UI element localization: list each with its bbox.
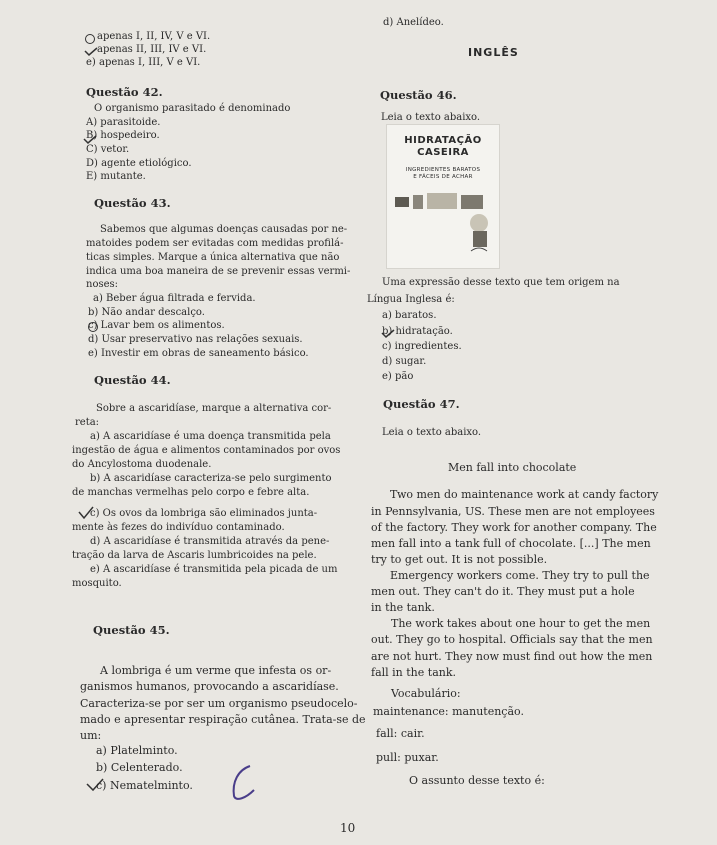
- q43-title: Questão 43.: [94, 196, 171, 210]
- q44-option-line: do Ancylostoma duodenale.: [72, 459, 212, 470]
- q42-option-e: E) mutante.: [86, 171, 146, 182]
- q45-title: Questão 45.: [93, 623, 170, 637]
- q46-title: Questão 46.: [380, 88, 457, 102]
- q43-option-a: a) Beber água filtrada e fervida.: [93, 293, 256, 304]
- q45-stem-line: A lombriga é um verme que infesta os or-: [100, 664, 332, 677]
- q44-option-line: mosquito.: [72, 578, 122, 589]
- q43-option-c: c) Lavar bem os alimentos.: [88, 320, 225, 331]
- q45-option-c: c) Nematelminto.: [96, 779, 193, 792]
- vocab-item: fall: cair.: [376, 727, 425, 740]
- q45-stem-line: ganismos humanos, provocando a ascaridíase.: [80, 680, 339, 693]
- image-sub-1: INGREDIENTES BARATOS: [405, 167, 481, 173]
- bottle-icon: [473, 231, 487, 247]
- q47-body-line: fall in the tank.: [371, 666, 456, 679]
- q47-body-line: in Pennsylvania, US. These men are not employees: [371, 505, 655, 518]
- prev-option-e: e) apenas I, III, V e VI.: [86, 57, 201, 68]
- q47-body-line: men fall into a tank full of chocolate. [...] The men: [371, 537, 651, 550]
- q45-option-b: b) Celenterado.: [96, 761, 183, 774]
- box-icon: [427, 193, 457, 209]
- image-title-1: HIDRATAÇÃO: [404, 135, 482, 146]
- q44-option-line: de manchas vermelhas pelo corpo e febre alta.: [72, 487, 310, 498]
- prev-option-d-right: d) Anelídeo.: [383, 17, 444, 28]
- hidratacao-caseira-image: [386, 124, 500, 269]
- q46-stem-line: Uma expressão desse texto que tem origem na: [382, 277, 620, 288]
- image-title-2: CASEIRA: [417, 147, 469, 158]
- vocab-item: maintenance: manutenção.: [373, 705, 524, 718]
- q42-stem: O organismo parasitado é denominado: [94, 103, 291, 114]
- ingredients-illustration: [387, 185, 499, 265]
- q44-option-line: mente às fezes do indivíduo contaminado.: [72, 522, 285, 533]
- jar-icon: [413, 195, 423, 209]
- q47-headline: Men fall into chocolate: [448, 461, 577, 474]
- q46-stem-line: Língua Inglesa é:: [367, 294, 455, 305]
- q47-body-line: out. They go to hospital. Officials say that the men: [371, 633, 653, 646]
- q44-title: Questão 44.: [94, 373, 171, 387]
- pen-stroke-icon: [228, 762, 258, 810]
- q44-option-line: d) A ascaridíase é transmitida através da pene-: [90, 536, 330, 547]
- q42-option-b: B) hospedeiro.: [86, 130, 160, 141]
- vocab-title: Vocabulário:: [391, 687, 461, 700]
- q43-stem-line: indica uma boa maneira de se prevenir essas vermi-: [86, 266, 351, 277]
- image-sub-2: E FÁCEIS DE ACHAR: [413, 174, 473, 180]
- prev-option-c: apenas I, II, IV, V e VI.: [97, 31, 211, 42]
- q45-stem-line: Caracteriza-se por ser um organismo pseudocelo-: [80, 697, 358, 710]
- q45-stem-line: mado e apresentar respiração cutânea. Trata-se de: [80, 713, 366, 726]
- section-header-ingles: INGLÊS: [468, 46, 519, 59]
- q44-option-line: a) A ascaridíase é uma doença transmitida pela: [90, 431, 331, 442]
- q47-body-line: men out. They can't do it. They must put a hole: [371, 585, 635, 598]
- q43-option-b: b) Não andar descalço.: [88, 307, 205, 318]
- q47-body-line: of the factory. They work for another company. The: [371, 521, 657, 534]
- sugar-icon: [471, 248, 487, 251]
- q46-option-e: e) pão: [382, 371, 414, 382]
- q45-option-a: a) Platelminto.: [96, 744, 178, 757]
- vocab-item: pull: puxar.: [376, 751, 439, 764]
- q43-stem-line: ticas simples. Marque a única alternativa que não: [86, 252, 340, 263]
- prev-option-d: apenas II, III, IV e VI.: [97, 44, 207, 55]
- q47-body-line: are not hurt. They now must find out how the men: [371, 650, 653, 663]
- q46-intro: Leia o texto abaixo.: [381, 112, 481, 123]
- q44-option-line: e) A ascaridíase é transmitida pela picada de um: [90, 564, 338, 575]
- q45-stem-line: um:: [80, 729, 102, 742]
- q44-option-line: ingestão de água e alimentos contaminados por ovos: [72, 445, 341, 456]
- q43-stem-line: Sabemos que algumas doenças causadas por ne-: [100, 224, 348, 235]
- q42-option-d: D) agente etiológico.: [86, 158, 192, 169]
- q46-option-d: d) sugar.: [382, 356, 427, 367]
- q46-option-a: a) baratos.: [382, 310, 437, 321]
- q43-stem-line: matoides podem ser evitadas com medidas profilá-: [86, 238, 344, 249]
- lemon-icon: [470, 214, 488, 232]
- page-number: 10: [340, 821, 356, 835]
- q47-body-line: The work takes about one hour to get the men: [391, 617, 651, 630]
- q43-option-e: e) Investir em obras de saneamento básico.: [88, 348, 309, 359]
- q47-body-line: Two men do maintenance work at candy factory: [390, 488, 659, 501]
- q42-option-a: A) parasitoide.: [86, 117, 161, 128]
- q44-option-line: b) A ascaridíase caracteriza-se pelo surgimento: [90, 473, 332, 484]
- q47-body-line: in the tank.: [371, 601, 435, 614]
- q44-option-line: tração da larva de Ascaris lumbricoides na pele.: [72, 550, 317, 561]
- q42-title: Questão 42.: [86, 85, 163, 99]
- q47-body-line: Emergency workers come. They try to pull the: [390, 569, 650, 582]
- q47-title: Questão 47.: [383, 397, 460, 411]
- q44-option-line: c) Os ovos da lombriga são eliminados junta-: [90, 508, 318, 519]
- salt-icon: [395, 197, 409, 207]
- q46-option-c: c) ingredientes.: [382, 341, 462, 352]
- q43-stem-line: noses:: [86, 279, 119, 290]
- q42-option-c: C) vetor.: [86, 144, 130, 155]
- q44-stem-line: Sobre a ascaridíase, marque a alternativa cor-: [96, 403, 332, 414]
- package-icon: [461, 195, 483, 209]
- q47-intro: Leia o texto abaixo.: [382, 427, 482, 438]
- q47-question: O assunto desse texto é:: [409, 774, 545, 787]
- q44-stem-line: reta:: [75, 417, 100, 428]
- q43-option-d: d) Usar preservativo nas relações sexuais.: [88, 334, 303, 345]
- q46-option-b: b) hidratação.: [382, 326, 453, 337]
- q47-body-line: try to get out. It is not possible.: [371, 553, 548, 566]
